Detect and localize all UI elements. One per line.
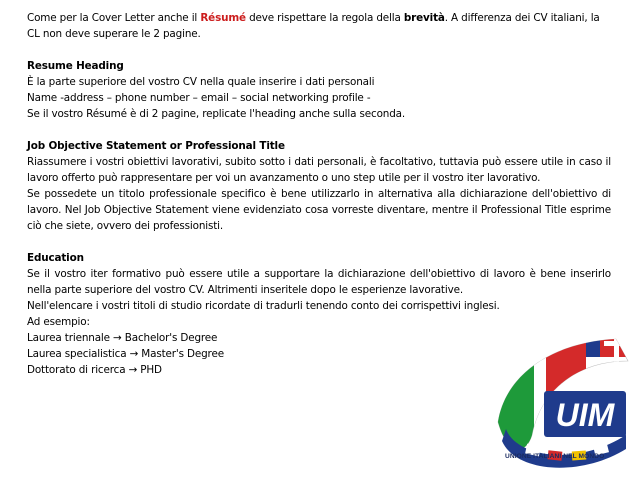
- education-example-2: Laurea specialistica → Master's Degree: [27, 348, 224, 360]
- education-paragraph-1: Se il vostro iter formativo può essere utile a supportare la dichiarazione dell'obiettivo di lavoro è bene inserirlo nella parte superiore del vostro CV. Altrimenti inseritele dopo le esperienze lavorative.: [27, 268, 611, 296]
- resume-heading-line-3: Se il vostro Résumé è di 2 pagine, replicate l'heading anche sulla seconda.: [27, 108, 406, 120]
- job-objective-paragraph-1: Riassumere i vostri obiettivi lavorativi, subito sotto i dati personali, è facoltativo, tuttavia può essere utile in caso il lavoro offerto può rappresentare per voi un avanzamento o uno step utile per il vostro iter lavorativo.: [27, 156, 611, 184]
- job-objective-title: Job Objective Statement or Professional Title: [27, 140, 285, 152]
- job-objective-paragraph-2: Se possedete un titolo professionale specifico è bene utilizzarlo in alternativa alla dichiarazione dell'obiettivo di lavoro. Nel Job Objective Statement viene evidenziato cosa vorreste diventare, mentre il Professional Title esprime ciò che siete, ovvero dei professionisti.: [27, 188, 611, 232]
- education-example-1: Laurea triennale → Bachelor's Degree: [27, 332, 218, 344]
- resume-heading-line-1: È la parte superiore del vostro CV nella quale inserire i dati personali: [27, 76, 375, 88]
- education-example-3: Dottorato di ricerca → PHD: [27, 364, 162, 376]
- brevity-highlight: brevità: [403, 12, 445, 24]
- intro-text-3: . A differenza dei CV italiani, la CL non deve superare le 2 pagine.: [27, 12, 600, 40]
- intro-text-2: deve rispettare la regola della: [245, 12, 404, 24]
- education-title: Education: [27, 252, 84, 264]
- logo-caption: UNIONE ITALIANI NEL MONDO: [505, 453, 605, 460]
- intro-paragraph: [27, 10, 611, 42]
- education-line-2: Nell'elencare i vostri titoli di studio ricordate di tradurli tenendo conto dei corrispettivi inglesi.: [27, 300, 500, 312]
- uim-letters: UIM: [555, 397, 615, 433]
- intro-text-1: Come per la Cover Letter anche il: [27, 12, 201, 24]
- resume-highlight: Résumé: [200, 12, 246, 24]
- resume-heading-line-2: Name -address – phone number – email – social networking profile -: [27, 92, 371, 104]
- education-line-3: Ad esempio:: [27, 316, 90, 328]
- resume-heading-title: Resume Heading: [27, 60, 124, 72]
